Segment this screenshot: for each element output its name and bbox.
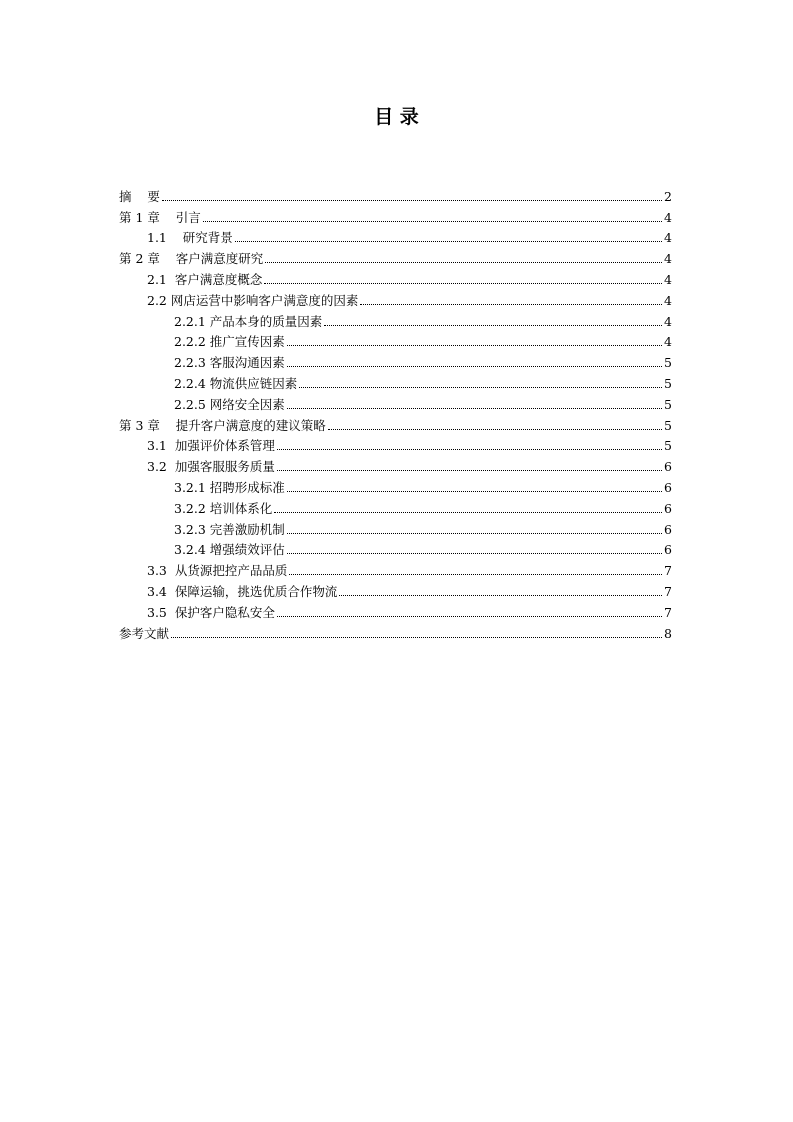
toc-entry[interactable] [119,184,672,205]
toc-entry[interactable] [119,475,672,496]
toc-entry-label: 2.2.2 推广宣传因素 [174,334,285,350]
toc-entry-label: 3.2.2 培训体系化 [174,500,273,516]
toc-dot-leader [360,304,662,305]
toc-dot-leader [287,553,662,554]
toc-entry-label: 3.2.4 增强绩效评估 [174,542,285,558]
toc-dot-leader [287,491,662,492]
toc-dot-leader [287,345,662,346]
toc-entry[interactable] [119,330,672,351]
toc-page-number: 2 [664,188,672,204]
toc-dot-leader [274,512,662,513]
toc-entry[interactable] [119,538,672,559]
toc-dot-leader [171,637,662,638]
toc-entry-label: 3.2.3 完善激励机制 [174,521,285,537]
toc-entry-label: 3.5 保护客户隐私安全 [147,604,275,620]
toc-entry[interactable] [119,600,672,621]
toc-page-number: 4 [664,209,672,225]
toc-entry-label: 2.2.1 产品本身的质量因素 [174,313,323,329]
toc-entry[interactable] [119,371,672,392]
toc-dot-leader [289,574,662,575]
toc-dot-leader [324,325,662,326]
toc-page-number: 7 [664,604,672,620]
toc-entry[interactable] [119,558,672,579]
toc-page-number: 5 [664,355,672,371]
toc-entry[interactable] [119,288,672,309]
toc-entry[interactable] [119,350,672,371]
toc-entry[interactable] [119,454,672,475]
toc-entry-label: 3.3 从货源把控产品品质 [147,563,288,579]
toc-page-number: 6 [664,500,672,516]
toc-page-number: 5 [664,438,672,454]
toc-entry[interactable] [119,392,672,413]
toc-page-number: 4 [664,334,672,350]
toc-dot-leader [235,241,662,242]
toc-dot-leader [265,262,662,263]
toc-page-number: 7 [664,583,672,599]
toc-entry[interactable] [119,434,672,455]
toc-dot-leader [277,449,662,450]
toc-page-number: 5 [664,375,672,391]
toc-page-number: 4 [664,230,672,246]
toc-entry[interactable] [119,309,672,330]
toc-page-number: 6 [664,521,672,537]
toc-entry-label: 2.2 网店运营中影响客户满意度的因素 [147,292,359,308]
toc-entry[interactable] [119,517,672,538]
toc-entry-label: 参考文献 [119,625,170,641]
toc-entry-label: 摘 要 [119,188,160,204]
toc-entry[interactable] [119,579,672,600]
toc-entry-label: 2.2.3 客服沟通因素 [174,355,285,371]
page-title: 目 录 [374,106,419,128]
toc-page-number: 5 [664,396,672,412]
toc-entry-label: 3.4 保障运输，挑选优质合作物流 [147,583,338,599]
toc-dot-leader [287,408,662,409]
toc-dot-leader [277,470,662,471]
toc-entry[interactable] [119,621,672,642]
toc-entry[interactable] [119,226,672,247]
toc-page-number: 4 [664,313,672,329]
toc-entry-label: 3.1 加强评价体系管理 [147,438,275,454]
toc-page-number: 6 [664,459,672,475]
toc-entry-label: 2.2.5 网络安全因素 [174,396,285,412]
toc-entry-label: 1.1 研究背景 [147,230,233,246]
toc-page-number: 7 [664,563,672,579]
toc-entry-label: 2.1 客户满意度概念 [147,271,263,287]
toc-page-number: 8 [664,625,672,641]
toc-entry-label: 第 3 章 提升客户满意度的建议策略 [119,417,326,433]
toc-entry[interactable] [119,205,672,226]
toc-dot-leader [203,221,662,222]
toc-entry-label: 3.2 加强客服服务质量 [147,459,275,475]
toc-entry[interactable] [119,413,672,434]
toc-page-number: 4 [664,271,672,287]
toc-page-number: 4 [664,292,672,308]
toc-page-number: 6 [664,479,672,495]
toc-entry[interactable] [119,246,672,267]
toc-entry-label: 3.2.1 招聘形成标准 [174,479,285,495]
toc-page-number: 4 [664,251,672,267]
toc-entry-label: 第 1 章 引言 [119,209,201,225]
toc-entry[interactable] [119,267,672,288]
toc-dot-leader [264,283,662,284]
toc-dot-leader [162,200,662,201]
toc-entry[interactable] [119,496,672,517]
toc-entry-label: 2.2.4 物流供应链因素 [174,375,298,391]
toc-entry-label: 第 2 章 客户满意度研究 [119,251,264,267]
toc-page-number: 6 [664,542,672,558]
toc-dot-leader [287,366,662,367]
table-of-contents [119,184,672,642]
toc-page-number: 5 [664,417,672,433]
toc-dot-leader [287,533,662,534]
toc-dot-leader [339,595,662,596]
toc-dot-leader [299,387,662,388]
toc-dot-leader [277,616,662,617]
toc-dot-leader [328,429,662,430]
